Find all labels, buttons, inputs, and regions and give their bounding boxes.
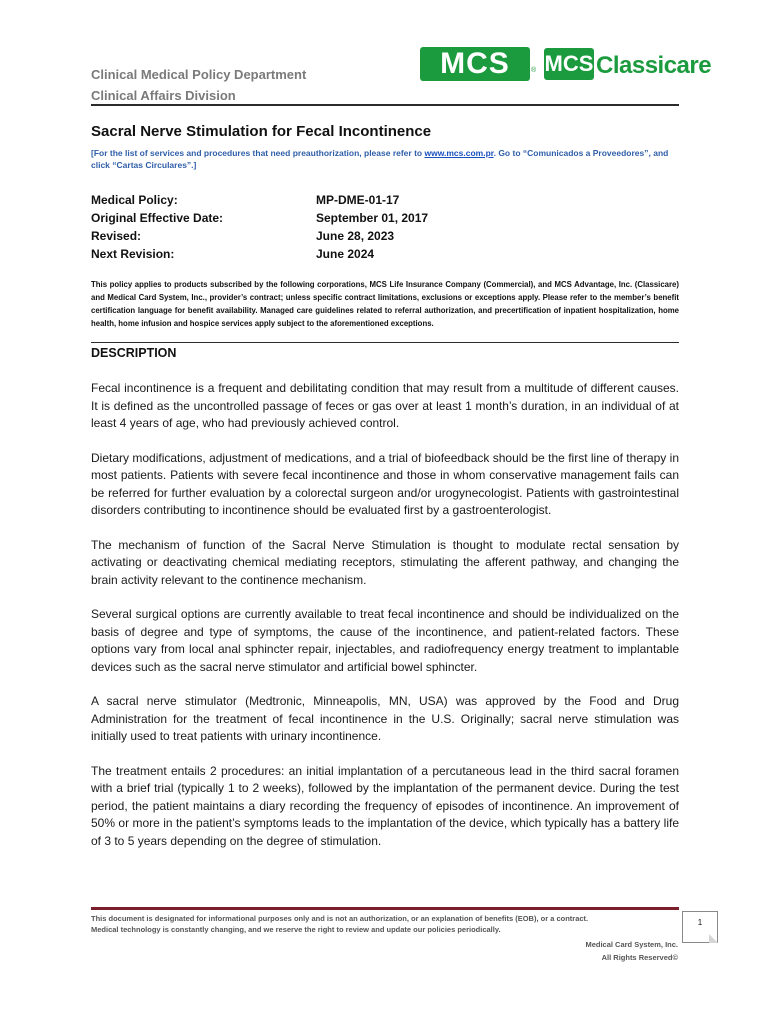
classicare-mcs-logo: MCS xyxy=(544,48,594,80)
description-body xyxy=(91,380,679,867)
meta-value: June 2024 xyxy=(316,247,375,261)
footer-copyright xyxy=(585,938,678,964)
division-name: Clinical Affairs Division xyxy=(91,88,236,103)
meta-value: MP-DME-01-17 xyxy=(316,193,400,207)
trademark-icon: ® xyxy=(531,67,537,74)
mcs-logo: MCS xyxy=(420,47,530,81)
footer-note-line: Medical technology is constantly changing, and we reserve the right to review and update our policies periodically. xyxy=(91,925,501,934)
preauth-text-before: [For the list of services and procedures that need preauthorization, please refer to xyxy=(91,148,425,158)
policy-title: Sacral Nerve Stimulation for Fecal Incontinence xyxy=(91,123,432,140)
company-name: Medical Card System, Inc. xyxy=(585,940,678,949)
description-paragraph: Dietary modifications, adjustment of medications, and a trial of biofeedback should be the first line of therapy in most patients. Patients with severe fecal incontinence and those in whom conservative management fails can be referred for further evaluation by a colorectal surgeon and/or urogynecologist. Patients with gastrointestinal disorders contributing to incontinence should be evaluated first by a gastroenterologist. xyxy=(91,450,679,517)
meta-row xyxy=(91,245,679,263)
description-paragraph: The mechanism of function of the Sacral Nerve Stimulation is thought to modulate rectal sensation by activating or deactivating chemical mediating receptors, stimulating the afferent pathway, and changing the brain activity relevant to the continence mechanism. xyxy=(91,537,679,587)
meta-row xyxy=(91,209,679,227)
meta-label: Next Revision: xyxy=(91,247,175,261)
description-paragraph: A sacral nerve stimulator (Medtronic, Minneapolis, MN, USA) was approved by the Food and Drug Administration for the treatment of fecal incontinence in the U.S. Originally; sacral nerve stimulation was initially used to treat patients with urinary incontinence. xyxy=(91,694,679,743)
meta-label: Revised: xyxy=(91,229,142,243)
meta-label: Original Effective Date: xyxy=(91,211,224,225)
meta-value: June 28, 2023 xyxy=(316,229,395,243)
classicare-logo-word: Classicare xyxy=(596,52,712,79)
department-name: Clinical Medical Policy Department xyxy=(91,67,307,82)
meta-row xyxy=(91,227,679,245)
page-number-box xyxy=(682,911,718,943)
applicability-disclaimer: This policy applies to products subscribed by the following corporations, MCS Life Insurance Company (Commercial), and MCS Advantage, Inc. (Classicare) and Medical Card System, Inc., provider’s contract; unless specific contract limitations, exclusions or exceptions apply. Please refer to the member’s benefit certification language for benefit availability. Managed care guidelines related to referral authorization, and precertification of inpatient hospitalization, home health, home infusion and hospice services apply subject to the aforementioned exceptions. xyxy=(91,280,679,328)
header-divider xyxy=(91,104,679,106)
page-fold-icon xyxy=(709,934,718,943)
footer-note-line: This document is designated for informational purposes only and is not an authorization, or an explanation of benefits (EOB), or a contract. xyxy=(91,914,589,923)
meta-label: Medical Policy: xyxy=(91,193,178,207)
description-heading: DESCRIPTION xyxy=(91,346,177,360)
policy-meta-table xyxy=(91,191,679,263)
preauth-note xyxy=(91,147,679,171)
meta-row xyxy=(91,191,679,209)
rights-reserved: All Rights Reserved© xyxy=(601,953,678,962)
meta-value: September 01, 2017 xyxy=(316,211,429,225)
mcs-website-link[interactable]: www.mcs.com.pr xyxy=(424,148,494,158)
footer-note xyxy=(91,913,671,935)
description-paragraph: The treatment entails 2 procedures: an initial implantation of a percutaneous lead in the third sacral foramen with a brief trial (typically 1 to 2 weeks), followed by the implantation of the permanent device. During the test period, the patient maintains a diary recording the frequency of episodes of incontinence. An improvement of 50% or more in the patient’s symptoms leads to the implantation of the device, which typically has a battery life of 3 to 5 years depending on the degree of stimulation. xyxy=(91,763,679,848)
description-paragraph: Several surgical options are currently available to treat fecal incontinence and should be individualized on the basis of degree and type of symptoms, the cause of the incontinence, and patient-related factors. These options vary from local anal sphincter repair, injectables, and radiofrequency energy treatment to implantable devices such as the sacral nerve stimulator and artificial bowel sphincter. xyxy=(91,607,679,674)
preauth-text-after: . Go to “Comunicados a Proveedores”, and click “Cartas Circulares”.] xyxy=(91,148,669,170)
description-divider xyxy=(91,342,679,343)
footer-divider xyxy=(91,907,679,910)
description-paragraph: Fecal incontinence is a frequent and debilitating condition that may result from a multitude of different causes. It is defined as the uncontrolled passage of feces or gas over at least 1 month’s duration, in an individual of at least 4 years of age, who had previously achieved control. xyxy=(91,381,679,430)
header-department-block xyxy=(91,64,306,106)
page-number: 1 xyxy=(697,918,703,927)
